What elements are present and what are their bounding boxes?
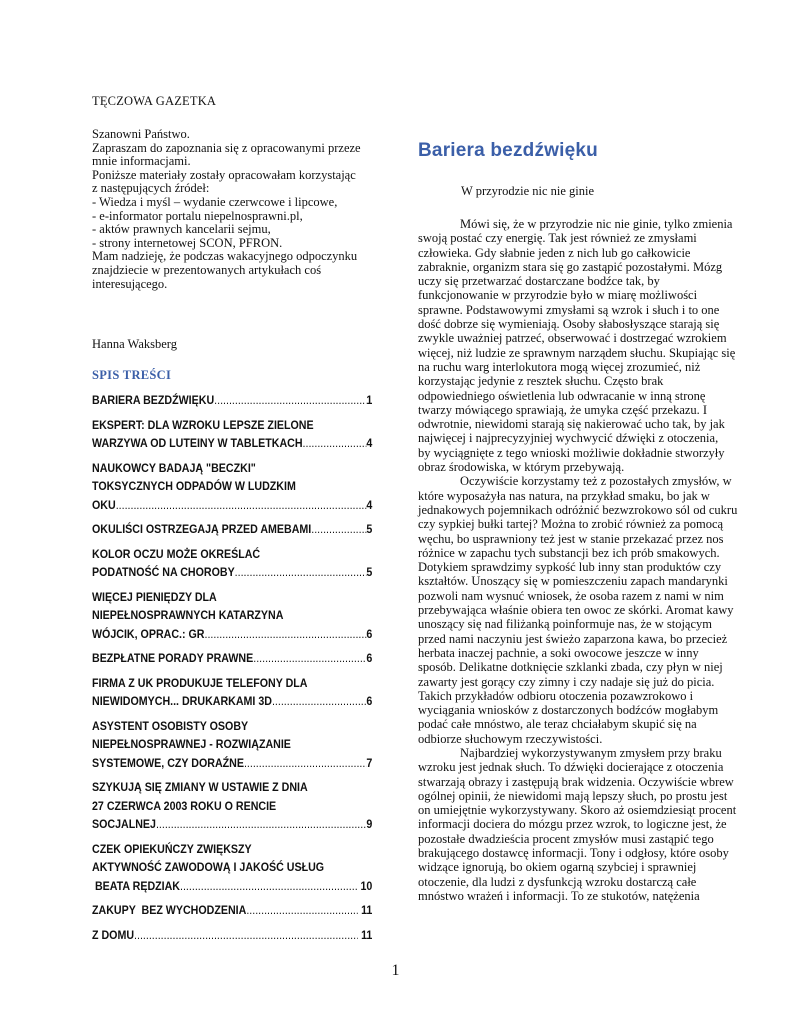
- toc-leader-dots: [180, 877, 358, 896]
- intro-line: - e-informator portalu niepelnosprawni.pl,: [92, 208, 303, 223]
- toc-leader-dots: [244, 754, 366, 773]
- toc-leader-dots: [156, 815, 366, 834]
- toc-entry-title-line: BARIERA BEZDŹWIĘKU: [92, 393, 215, 408]
- intro-text: [92, 128, 377, 291]
- toc-page-number: 1: [366, 393, 373, 408]
- article-line: pozwoli nam wysnuć wniosek, że osoba razem z nami w nim: [418, 588, 724, 603]
- article-title: Bariera bezdźwięku: [418, 140, 598, 161]
- article-line: węchu, bo usprawniony też jest w stanie przekazać przez nos: [418, 531, 724, 546]
- toc-entry[interactable]: [92, 459, 372, 515]
- toc-page-number: 11: [358, 927, 373, 942]
- article-line: zwykle uważniej patrzeć, obserwować i dostrzegać wzrokiem: [418, 331, 727, 346]
- toc-page-number: 6: [366, 626, 373, 641]
- toc-page-number: 11: [358, 903, 373, 918]
- article-line: pozostałe dwadzieścia procent zmysłów musi zastąpić tego: [418, 831, 714, 846]
- toc-page-number: 5: [366, 565, 373, 580]
- toc-page-number: 4: [366, 497, 373, 512]
- left-column: [92, 94, 377, 950]
- intro-line: mnie informacjami.: [92, 154, 191, 169]
- toc-entry-title-line: NAUKOWCY BADAJĄ "BECZKI": [92, 460, 256, 475]
- article-line: stwarzają obrazy i zastępują brak widzenia. Oczywiście wbrew: [418, 774, 734, 789]
- toc-entry[interactable]: [92, 674, 372, 711]
- intro-line: Zapraszam do zapoznania się z opracowanymi przeze: [92, 140, 361, 155]
- toc-entry-title-line: BEATA RĘDZIAK: [92, 878, 181, 893]
- toc-heading: SPIS TREŚCI: [92, 368, 172, 383]
- toc-entry-title-line: NIEWIDOMYCH... DRUKARKAMI 3D: [92, 694, 272, 709]
- toc-entry-title-line: WÓJCIK, OPRAC.: GR: [92, 626, 205, 641]
- article-line: ogólnej opinii, że niewidomi mają lepszy słuch, po prostu jest: [418, 788, 728, 803]
- toc-leader-dots: [134, 926, 358, 945]
- article-line: otoczenie, dla ludzi z dysfunkcją wzroku dostarczą całe: [418, 874, 697, 889]
- intro-line: - strony internetowej SCON, PFRON.: [92, 235, 283, 250]
- toc-entry-title-line: NIEPEŁNOSPRAWNYCH KATARZYNA: [92, 608, 284, 623]
- article-line: odpowiedniego oświetlenia lub odwracanie w inną stronę: [418, 388, 706, 403]
- author-name: Hanna Waksberg: [92, 337, 177, 352]
- article-line: informacji dociera do mózgu przez wzrok, to logiczne jest, że: [418, 817, 727, 832]
- toc-entry[interactable]: [92, 926, 372, 945]
- toc-entry-title-line: BEZPŁATNE PORADY PRAWNE: [92, 651, 254, 666]
- toc-page-number: 4: [366, 436, 373, 451]
- article-line: uczy się przetwarzać dostarczane bodźce tak, by: [418, 274, 660, 289]
- intro-line: z następujących źródeł:: [92, 181, 210, 196]
- article-body: [418, 217, 748, 903]
- toc-entry-title-line: NIEPEŁNOSPRAWNEJ - ROZWIĄZANIE: [92, 737, 291, 752]
- article: [418, 140, 748, 903]
- article-line: dość dobrze się wymieniają. Osoby słabosłyszące starają się: [418, 317, 720, 332]
- toc-entry-title-line: ASYSTENT OSOBISTY OSOBY: [92, 718, 249, 733]
- intro-line: Szanowni Państwo.: [92, 127, 190, 141]
- article-line: Dotykiem sprawdzimy sypkość lub inny stan produktów czy: [418, 560, 722, 575]
- toc-page-number: 10: [357, 878, 373, 893]
- page-number: 1: [391, 962, 400, 979]
- article-line: Najbardziej wykorzystywanym zmysłem przy braku: [460, 745, 722, 760]
- toc-leader-dots: [272, 692, 366, 711]
- article-line: człowieka. Gdy słabnie jeden z nich lub go całkowicie: [418, 245, 691, 260]
- toc-entry[interactable]: [92, 901, 372, 920]
- article-line: na ruchu warg interlokutora mogą więcej zrozumieć, niż: [418, 359, 701, 374]
- toc-entry-title-line: Z DOMU: [92, 927, 135, 942]
- toc-entry[interactable]: [92, 588, 372, 644]
- article-line: sposób. Delikatne dotknięcie szklanki zbada, czy płyn w niej: [418, 660, 723, 675]
- toc-entry-title-line: KOLOR OCZU MOŻE OKREŚLAĆ: [92, 546, 261, 561]
- toc-entry-title-line: TOKSYCZNYCH ODPADÓW W LUDZKIM: [92, 479, 296, 494]
- article-line: widzące ignorują, bo okiem ogarną szybciej i sprawniej: [418, 860, 697, 875]
- article-line: kształtów. Unoszący się w pomieszczeniu zapach mandarynki: [418, 574, 728, 589]
- toc-leader-dots: [303, 434, 367, 453]
- article-lead: W przyrodzie nic nie ginie: [461, 184, 595, 198]
- intro-line: - Wiedza i myśl – wydanie czerwcowe i lipcowe,: [92, 194, 338, 209]
- intro-line: Mam nadzieję, że podczas wakacyjnego odpoczynku: [92, 249, 358, 264]
- intro-line: interesującego.: [92, 276, 168, 291]
- toc-entry[interactable]: [92, 649, 372, 668]
- article-line: odwrotnie, niewidomi starają się nakierować ucho tak, by jak: [418, 417, 725, 432]
- toc-entry[interactable]: [92, 840, 372, 896]
- article-line: które wyposażyła nas natura, na przykład smaku, bo jak w: [418, 488, 710, 503]
- article-line: mnóstwo wrażeń i informacji. To ze stukotów, natężenia: [418, 888, 700, 903]
- toc-page-number: 5: [366, 522, 373, 537]
- article-line: czy sypkiej bułki tartej? Można to zrobić również za pomocą: [418, 517, 724, 532]
- article-line: odbiorze słuchowym rzeczywistości.: [418, 731, 603, 746]
- article-line: najwięcej i najprecyzyjniej wychwycić dźwięki z otoczenia,: [418, 431, 719, 446]
- toc-entry-title-line: OKULIŚCI OSTRZEGAJĄ PRZED AMEBAMI: [92, 522, 312, 537]
- article-line: zabraknie, organizm stara się go zastąpić pozostałymi. Mózg: [418, 259, 723, 274]
- article-line: by wyciągnięte z tego wnioski możliwie dokładnie stworzyły: [418, 445, 725, 460]
- toc-entry[interactable]: [92, 778, 372, 834]
- toc-leader-dots: [235, 563, 367, 582]
- toc-leader-dots: [246, 901, 358, 920]
- article-line: więcej, niż ludzie ze sprawnym narządem słuchu. Skupiając się: [418, 345, 736, 360]
- toc-entry[interactable]: [92, 391, 372, 410]
- article-line: twarzy mówiącego sprawiają, że umyka część przekazu. I: [418, 402, 708, 417]
- toc-entry-title-line: 27 CZERWCA 2003 ROKU O RENCIE: [92, 798, 277, 813]
- article-line: Mówi się, że w przyrodzie nic nie ginie, tylko zmienia: [460, 217, 733, 231]
- toc-leader-dots: [311, 520, 366, 539]
- intro-line: znajdziecie w prezentowanych artykułach coś: [92, 262, 322, 277]
- toc-entry-title-line: FIRMA Z UK PRODUKUJE TELEFONY DLA: [92, 675, 308, 690]
- article-line: wzroku jest jednak słuch. To dźwięki docierające z otoczenia: [418, 760, 724, 775]
- table-of-contents: [92, 391, 377, 944]
- toc-entry[interactable]: [92, 545, 372, 582]
- intro-line: Poniższe materiały zostały opracowałam korzystając: [92, 167, 356, 182]
- toc-entry-title-line: SOCJALNEJ: [92, 817, 156, 832]
- toc-entry[interactable]: [92, 520, 372, 539]
- article-line: obraz środowiska, w którym przebywają.: [418, 460, 625, 475]
- toc-entry-title-line: WIĘCEJ PIENIĘDZY DLA: [92, 589, 217, 604]
- toc-leader-dots: [116, 496, 367, 515]
- article-line: jednakowych pojemnikach odróżnić bezwzrokowo sól od cukru: [418, 502, 738, 517]
- toc-leader-dots: [253, 649, 366, 668]
- toc-page-number: 7: [366, 755, 373, 770]
- article-line: korzystając jedynie z resztek słuchu. Często brak: [418, 374, 664, 389]
- article-line: sprawne. Podstawowymi zmysłami są wzrok i słuch i to one: [418, 302, 720, 317]
- toc-page-number: 6: [366, 694, 373, 709]
- toc-leader-dots: [214, 391, 366, 410]
- article-line: zawarty jest gorący czy zimny i czy nadaje się już do picia.: [418, 674, 715, 689]
- intro-line: - aktów prawnych kancelarii sejmu,: [92, 222, 271, 237]
- toc-entry[interactable]: [92, 717, 372, 773]
- toc-entry-title-line: WARZYWA OD LUTEINY W TABLETKACH: [92, 436, 303, 451]
- article-line: różnice w zapachu tych substancji bez ich prób smakowych.: [418, 545, 720, 560]
- toc-entry-title-line: EKSPERT: DLA WZROKU LEPSZE ZIELONE: [92, 417, 314, 432]
- toc-entry-title-line: OKU: [92, 497, 116, 512]
- toc-leader-dots: [204, 625, 366, 644]
- article-line: herbata inaczej pachnie, a soki owocowe jeszcze w inny: [418, 645, 699, 660]
- toc-entry-title-line: AKTYWNOŚĆ ZAWODOWĄ I JAKOŚĆ USŁUG: [92, 860, 325, 875]
- article-line: wyciągania wniosków z dostarczonych bodźców mogłabym: [418, 703, 719, 718]
- article-line: swoją postać czy energię. Tak jest również ze zmysłami: [418, 231, 697, 246]
- article-line: podać całe mnóstwo, ale teraz chciałabym skupić się na: [418, 717, 697, 732]
- toc-entry-title-line: PODATNOŚĆ NA CHOROBY: [92, 565, 235, 580]
- toc-entry-title-line: SZYKUJĄ SIĘ ZMIANY W USTAWIE Z DNIA: [92, 780, 308, 795]
- article-line: Oczywiście korzystamy też z pozostałych zmysłów, w: [460, 474, 732, 489]
- toc-entry-title-line: SYSTEMOWE, CZY DORAŹNE: [92, 755, 244, 770]
- publication-title: TĘCZOWA GAZETKA: [92, 94, 217, 108]
- article-line: przed nami naczyniu jest świeżo zaparzona kawa, bo przecież: [418, 631, 728, 646]
- toc-entry-title-line: CZEK OPIEKUŃCZY ZWIĘKSZY: [92, 841, 252, 856]
- toc-page-number: 6: [366, 651, 373, 666]
- article-line: on umiejętnie wykorzystywany. Skoro aż osiemdziesiąt procent: [418, 803, 737, 818]
- article-line: brakującego dostawcę informacji. Tony i odgłosy, które osoby: [418, 846, 729, 861]
- toc-page-number: 9: [366, 817, 373, 832]
- article-line: Takich przykładów odbioru otoczenia pozawzrokowo i: [418, 688, 694, 703]
- toc-entry-title-line: ZAKUPY BEZ WYCHODZENIA: [92, 903, 247, 918]
- toc-entry[interactable]: [92, 416, 372, 453]
- article-line: unoszący się nad filiżanką poinformuje nas, że w stojącym: [418, 617, 713, 632]
- article-line: przebywająca właśnie obiera ten owoc ze skórki. Aromat kawy: [418, 603, 734, 618]
- article-line: funkcjonowanie w przyrodzie było w miarę możliwości: [418, 288, 698, 303]
